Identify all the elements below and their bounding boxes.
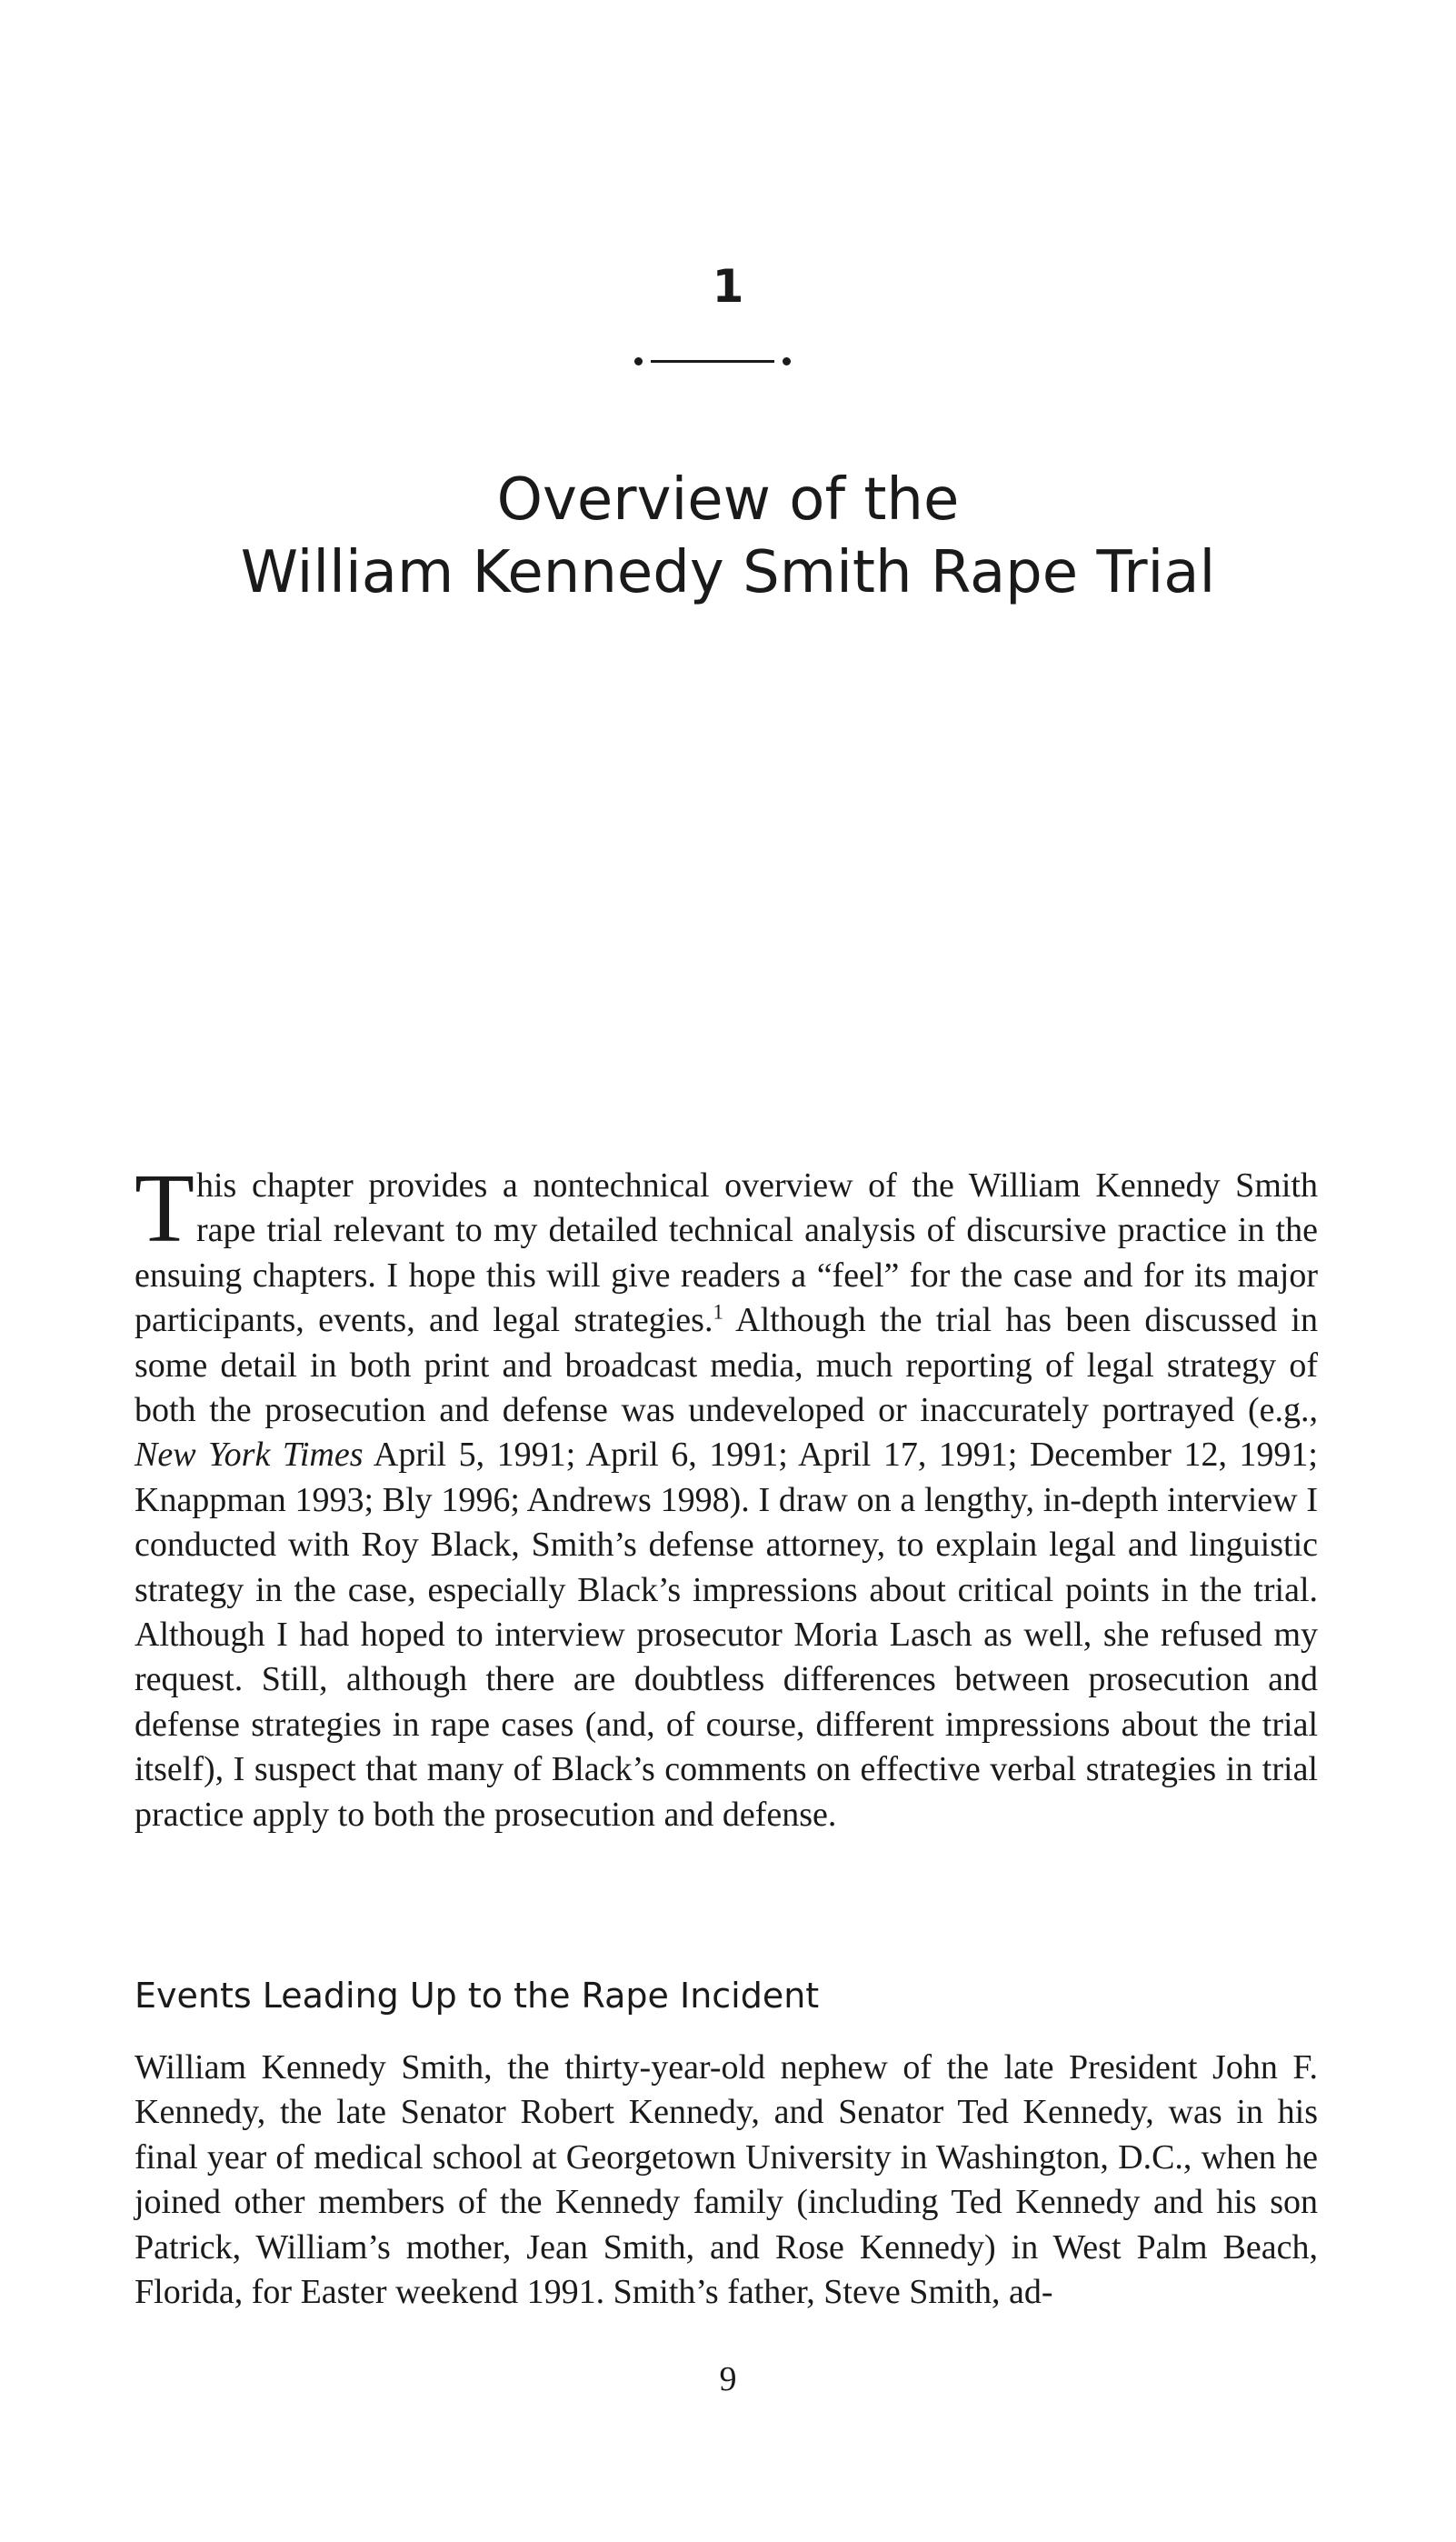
publication-title: New York Times <box>135 1436 364 1475</box>
chapter-ornament <box>634 355 791 367</box>
chapter-title-line-2: William Kennedy Smith Rape Trial <box>240 539 1216 606</box>
intro-text-3: April 5, 1991; April 6, 1991; April 17, 1991; December 12, 1991; Knappman 1993; Bly 1996; Andrews 1998). I draw on a lengthy, in-depth interview I conducted with Roy Black, Smith’s defense attorney, to explain legal and linguistic strategy in the case, especially Black’s impressions about critical points in the trial. Although I had hoped to interview prosecutor Moria Lasch as well, she refused my request. Still, although there are doubtless differences between prosecution and defense strategies in rape cases (and, of course, different impressions about the trial itself), I suspect that many of Black’s comments on effective verbal strategies in trial practice apply to both the prosecution and defense. <box>135 1436 1318 1834</box>
chapter-title <box>0 464 1456 609</box>
chapter-title-line-1: Overview of the <box>496 466 960 534</box>
ornament-dot-right <box>783 357 791 365</box>
footnote-reference: 1 <box>713 1300 723 1324</box>
ornament-rule <box>651 360 774 363</box>
drop-cap: T <box>135 1155 194 1263</box>
intro-text-2: Although the trial has been discussed in some detail in both print and broadcast media, much reporting of legal strategy of both the prosecution and defense was undeveloped or inaccurately portrayed (e.g., <box>135 1301 1318 1430</box>
section-paragraph: William Kennedy Smith, the thirty-year-old nephew of the late President John F. Kennedy, the late Senator Robert Kennedy, and Senator Ted Kennedy, was in his final year of medical school at Georgetown University in Washington, D.C., when he joined other members of the Kennedy family (including Ted Kennedy and his son Patrick, William’s mother, Jean Smith, and Rose Kennedy) in West Palm Beach, Florida, for Easter weekend 1991. Smith’s father, Steve Smith, ad- <box>135 2048 1318 2312</box>
ornament-dot-left <box>634 357 643 365</box>
intro-text-1: his chapter provides a nontechnical overview of the William Kennedy Smith rape trial relevant to my detailed technical analysis of discursive practice in the ensuing chapters. I hope this will give readers a “feel” for the case and for its major participants, events, and legal strategies. <box>135 1166 1318 1340</box>
page-number: 9 <box>719 2360 737 2398</box>
section-heading: Events Leading Up to the Rape Incident <box>135 1976 820 2016</box>
intro-paragraph <box>135 1155 1318 1837</box>
chapter-number: 1 <box>712 260 744 313</box>
